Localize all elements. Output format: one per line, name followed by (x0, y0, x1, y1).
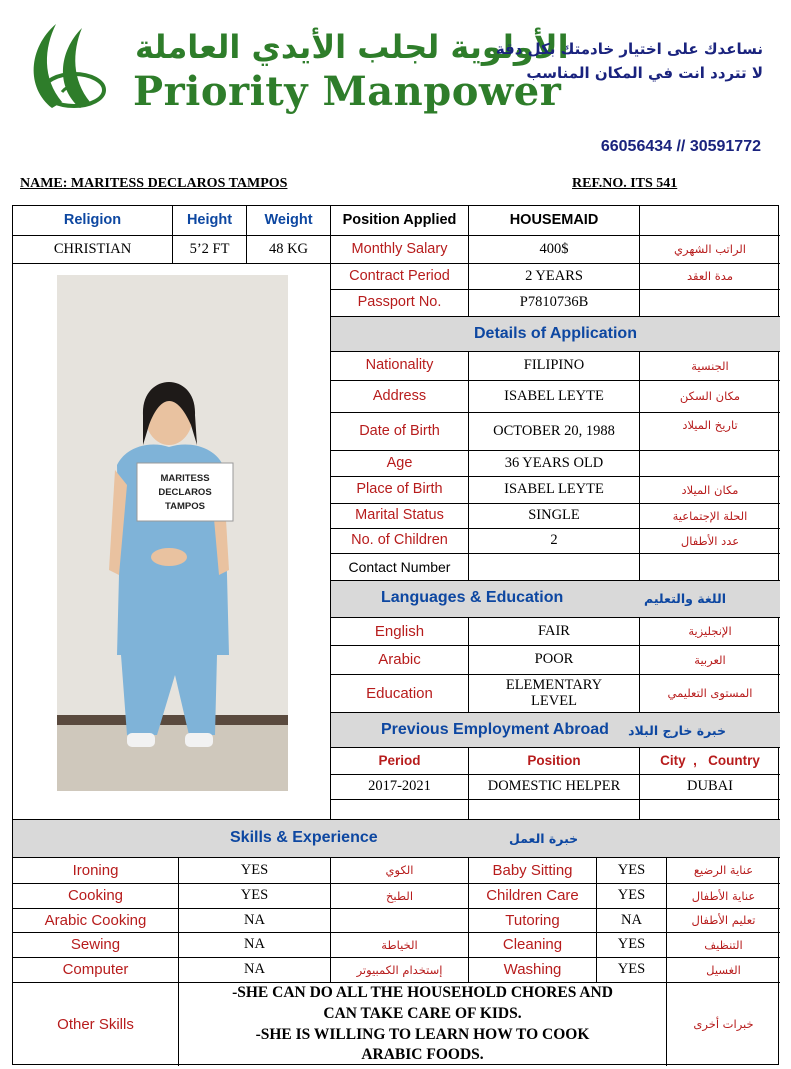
employment-section-title-arabic: خبرة خارج البلاد (628, 723, 726, 738)
skill-arabic-cooking-label: Arabic Cooking (13, 909, 179, 933)
skill-sewing-value: NA (179, 933, 331, 958)
skills-section-title: Skills & Experience (230, 829, 378, 846)
other-skills-label: Other Skills (13, 983, 179, 1066)
tagline-arabic-1: نساعدك على اختيار خادمتك بكل دقة (495, 40, 763, 58)
dob-arabic: تاريخ الميلاد (640, 413, 780, 451)
dob-value: OCTOBER 20, 1988 (469, 413, 640, 451)
empty-cell (640, 554, 780, 581)
employment-section-title: Previous Employment Abroad (381, 721, 609, 738)
passport-label: Passport No. (331, 290, 469, 317)
employment-position: DOMESTIC HELPER (469, 775, 640, 800)
employment-country: DUBAI (640, 775, 780, 800)
marital-status-value: SINGLE (469, 504, 640, 529)
arabic-value: POOR (469, 646, 640, 675)
education-arabic: المستوى التعليمي (640, 675, 780, 713)
empty-cell (640, 451, 780, 477)
contract-period-arabic: مدة العقد (640, 264, 780, 290)
skill-babysitting-value: YES (597, 858, 667, 884)
applicant-photo (57, 275, 288, 791)
skill-arabic-cooking-arabic (331, 909, 469, 933)
skill-computer-arabic: إستخدام الكمبيوتر (331, 958, 469, 983)
skill-cooking-value: YES (179, 884, 331, 909)
pob-value: ISABEL LEYTE (469, 477, 640, 504)
pob-label: Place of Birth (331, 477, 469, 504)
pob-arabic: مكان الميلاد (640, 477, 780, 504)
skills-section-title-arabic: خبرة العمل (509, 831, 579, 846)
skill-washing-label: Washing (469, 958, 597, 983)
position-applied-label: Position Applied (331, 206, 469, 236)
arabic-arabic: العربية (640, 646, 780, 675)
other-skills-line: CAN TAKE CARE OF KIDS. (323, 1004, 522, 1022)
details-section-title: Details of Application (331, 317, 780, 352)
position-applied-value: HOUSEMAID (469, 206, 640, 236)
religion-value: CHRISTIAN (13, 236, 173, 264)
skill-ironing-arabic: الكوي (331, 858, 469, 884)
skill-computer-value: NA (179, 958, 331, 983)
monthly-salary-label: Monthly Salary (331, 236, 469, 264)
employment-section-band (331, 713, 780, 748)
empty-cell (469, 800, 640, 820)
phone-numbers: 66056434 // 30591772 (600, 138, 761, 155)
religion-header: Religion (13, 206, 173, 236)
contact-number-label: Contact Number (331, 554, 469, 581)
company-logo-emblem (22, 18, 118, 114)
skill-tutoring-label: Tutoring (469, 909, 597, 933)
skill-cleaning-arabic: التنظيف (667, 933, 780, 958)
skill-childcare-arabic: عناية الأطفال (667, 884, 780, 909)
languages-section-band (331, 581, 780, 618)
other-skills-arabic: خبرات أخرى (693, 1017, 754, 1032)
languages-section-title: Languages & Education (381, 589, 564, 606)
other-skills-line: -SHE IS WILLING TO LEARN HOW TO COOK (255, 1025, 590, 1043)
skill-arabic-cooking-value: NA (179, 909, 331, 933)
skill-computer-label: Computer (13, 958, 179, 983)
marital-status-arabic: الحلة الإجتماعية (640, 504, 780, 529)
height-header: Height (173, 206, 247, 236)
skill-ironing-label: Ironing (13, 858, 179, 884)
skill-babysitting-label: Baby Sitting (469, 858, 597, 884)
placard-line-1: MARITESS (160, 473, 210, 484)
skill-cooking-arabic: الطبخ (331, 884, 469, 909)
tagline-arabic-2: لا تتردد انت في المكان المناسب (526, 64, 763, 82)
country-header: City , Country (640, 748, 780, 775)
skill-cooking-label: Cooking (13, 884, 179, 909)
reference-number: REF.NO. ITS 541 (572, 176, 678, 191)
children-label: No. of Children (331, 529, 469, 554)
monthly-salary-value: 400$ (469, 236, 640, 264)
monthly-salary-arabic: الراتب الشهري (640, 236, 780, 264)
skill-washing-arabic: الغسيل (667, 958, 780, 983)
nationality-label: Nationality (331, 352, 469, 381)
address-arabic: مكان السكن (640, 381, 780, 413)
english-arabic: الإنجليزية (640, 618, 780, 646)
skill-sewing-arabic: الخياطة (331, 933, 469, 958)
marital-status-label: Marital Status (331, 504, 469, 529)
placard-line-2: DECLAROS (158, 487, 212, 498)
passport-value: P7810736B (469, 290, 640, 317)
nationality-arabic: الجنسية (640, 352, 780, 381)
education-value: ELEMENTARY LEVEL (469, 675, 640, 713)
english-label: English (331, 618, 469, 646)
skill-cleaning-value: YES (597, 933, 667, 958)
employment-period: 2017-2021 (331, 775, 469, 800)
languages-section-title-arabic: اللغة والتعليم (644, 591, 726, 606)
english-value: FAIR (469, 618, 640, 646)
height-value: 5’2 FT (173, 236, 247, 264)
arabic-label: Arabic (331, 646, 469, 675)
letterhead (0, 0, 791, 155)
period-header: Period (331, 748, 469, 775)
skill-childcare-label: Children Care (469, 884, 597, 909)
skill-ironing-value: YES (179, 858, 331, 884)
application-form (12, 205, 779, 1065)
other-skills-line: ARABIC FOODS. (361, 1046, 484, 1064)
position-header: Position (469, 748, 640, 775)
children-arabic: عدد الأطفال (640, 529, 780, 554)
age-value: 36 YEARS OLD (469, 451, 640, 477)
empty-cell (640, 800, 780, 820)
age-label: Age (331, 451, 469, 477)
skill-childcare-value: YES (597, 884, 667, 909)
empty-cell (640, 290, 780, 317)
skill-sewing-label: Sewing (13, 933, 179, 958)
contract-period-label: Contract Period (331, 264, 469, 290)
address-label: Address (331, 381, 469, 413)
skill-babysitting-arabic: عناية الرضيع (667, 858, 780, 884)
skill-cleaning-label: Cleaning (469, 933, 597, 958)
skills-section-band (13, 820, 780, 858)
placard-line-3: TAMPOS (165, 501, 205, 512)
dob-label: Date of Birth (331, 413, 469, 451)
applicant-name: NAME: MARITESS DECLAROS TAMPOS (20, 176, 288, 191)
empty-cell (640, 206, 780, 236)
weight-value: 48 KG (247, 236, 331, 264)
other-skills-text (179, 983, 667, 1066)
company-name: Priority Manpower (133, 68, 562, 115)
contact-number-value (469, 554, 640, 581)
skill-tutoring-arabic: تعليم الأطفال (667, 909, 780, 933)
other-skills-line: -SHE CAN DO ALL THE HOUSEHOLD CHORES AND (232, 983, 613, 1001)
children-value: 2 (469, 529, 640, 554)
skill-tutoring-value: NA (597, 909, 667, 933)
education-label: Education (331, 675, 469, 713)
skill-washing-value: YES (597, 958, 667, 983)
weight-header: Weight (247, 206, 331, 236)
contract-period-value: 2 YEARS (469, 264, 640, 290)
address-value: ISABEL LEYTE (469, 381, 640, 413)
nationality-value: FILIPINO (469, 352, 640, 381)
company-name-arabic: الأولوية لجلب الأيدي العاملة (135, 28, 569, 66)
empty-cell (331, 800, 469, 820)
